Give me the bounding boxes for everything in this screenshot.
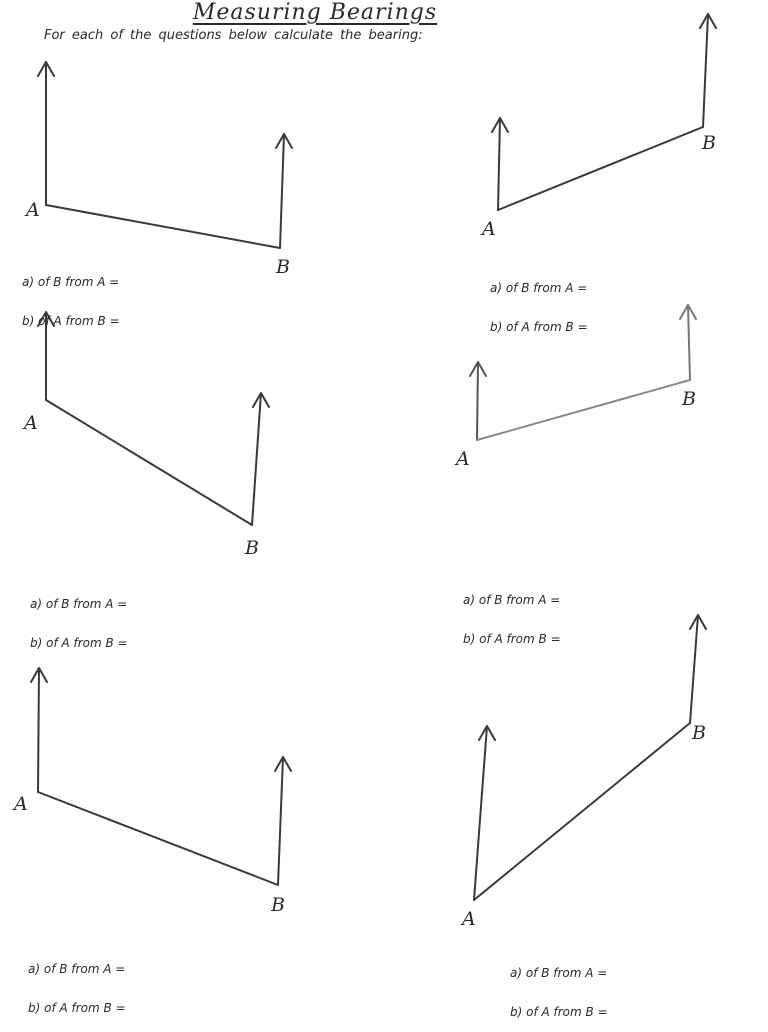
point-b-label: B bbox=[245, 537, 259, 559]
point-b-label: B bbox=[682, 388, 696, 410]
diagram-2 bbox=[492, 14, 716, 210]
point-a-label: A bbox=[24, 412, 38, 434]
question-block-6 bbox=[510, 941, 608, 1032]
north-arrow-b bbox=[680, 305, 696, 380]
question-block-2 bbox=[490, 256, 588, 347]
question-block-1 bbox=[22, 250, 120, 341]
north-arrow-b bbox=[700, 14, 716, 127]
question-block-5 bbox=[28, 937, 126, 1028]
question-block-4 bbox=[463, 568, 561, 659]
diagram-5 bbox=[31, 668, 291, 885]
question-b: b) of A from B = bbox=[490, 320, 588, 334]
point-b-label: B bbox=[271, 894, 285, 916]
question-a: a) of B from A = bbox=[510, 966, 608, 980]
north-arrow-b bbox=[252, 393, 269, 525]
question-a: a) of B from A = bbox=[22, 275, 120, 289]
north-arrow-b bbox=[276, 134, 292, 248]
question-block-3 bbox=[30, 572, 128, 663]
diagram-1 bbox=[38, 62, 292, 248]
question-b: b) of A from B = bbox=[510, 1005, 608, 1019]
north-arrow-a bbox=[38, 62, 54, 205]
question-a: a) of B from A = bbox=[30, 597, 128, 611]
question-b: b) of A from B = bbox=[30, 636, 128, 650]
instruction-text: For each of the questions below calculate the bearing: bbox=[44, 28, 423, 43]
north-arrow-b bbox=[690, 615, 706, 723]
question-a: a) of B from A = bbox=[28, 962, 126, 976]
line-ab bbox=[474, 723, 690, 900]
point-a-label: A bbox=[462, 908, 476, 930]
line-ab bbox=[498, 127, 703, 210]
question-a: a) of B from A = bbox=[490, 281, 588, 295]
line-ab bbox=[477, 380, 690, 440]
question-b: b) of A from B = bbox=[22, 314, 120, 328]
line-ab bbox=[46, 205, 280, 248]
line-ab bbox=[46, 400, 252, 525]
point-b-label: B bbox=[692, 722, 706, 744]
question-b: b) of A from B = bbox=[463, 632, 561, 646]
point-a-label: A bbox=[14, 793, 28, 815]
question-a: a) of B from A = bbox=[463, 593, 561, 607]
worksheet-title: Measuring Bearings bbox=[192, 0, 438, 25]
line-ab bbox=[38, 792, 278, 885]
north-arrow-a bbox=[31, 668, 47, 792]
north-arrow-a bbox=[492, 118, 508, 210]
point-a-label: A bbox=[26, 199, 40, 221]
point-b-label: B bbox=[702, 132, 716, 154]
point-a-label: A bbox=[456, 448, 470, 470]
point-a-label: A bbox=[482, 218, 496, 240]
north-arrow-a bbox=[470, 362, 486, 440]
north-arrow-a bbox=[474, 726, 495, 900]
north-arrow-b bbox=[275, 757, 291, 885]
question-b: b) of A from B = bbox=[28, 1001, 126, 1015]
point-b-label: B bbox=[276, 256, 290, 278]
diagram-3 bbox=[38, 312, 269, 525]
